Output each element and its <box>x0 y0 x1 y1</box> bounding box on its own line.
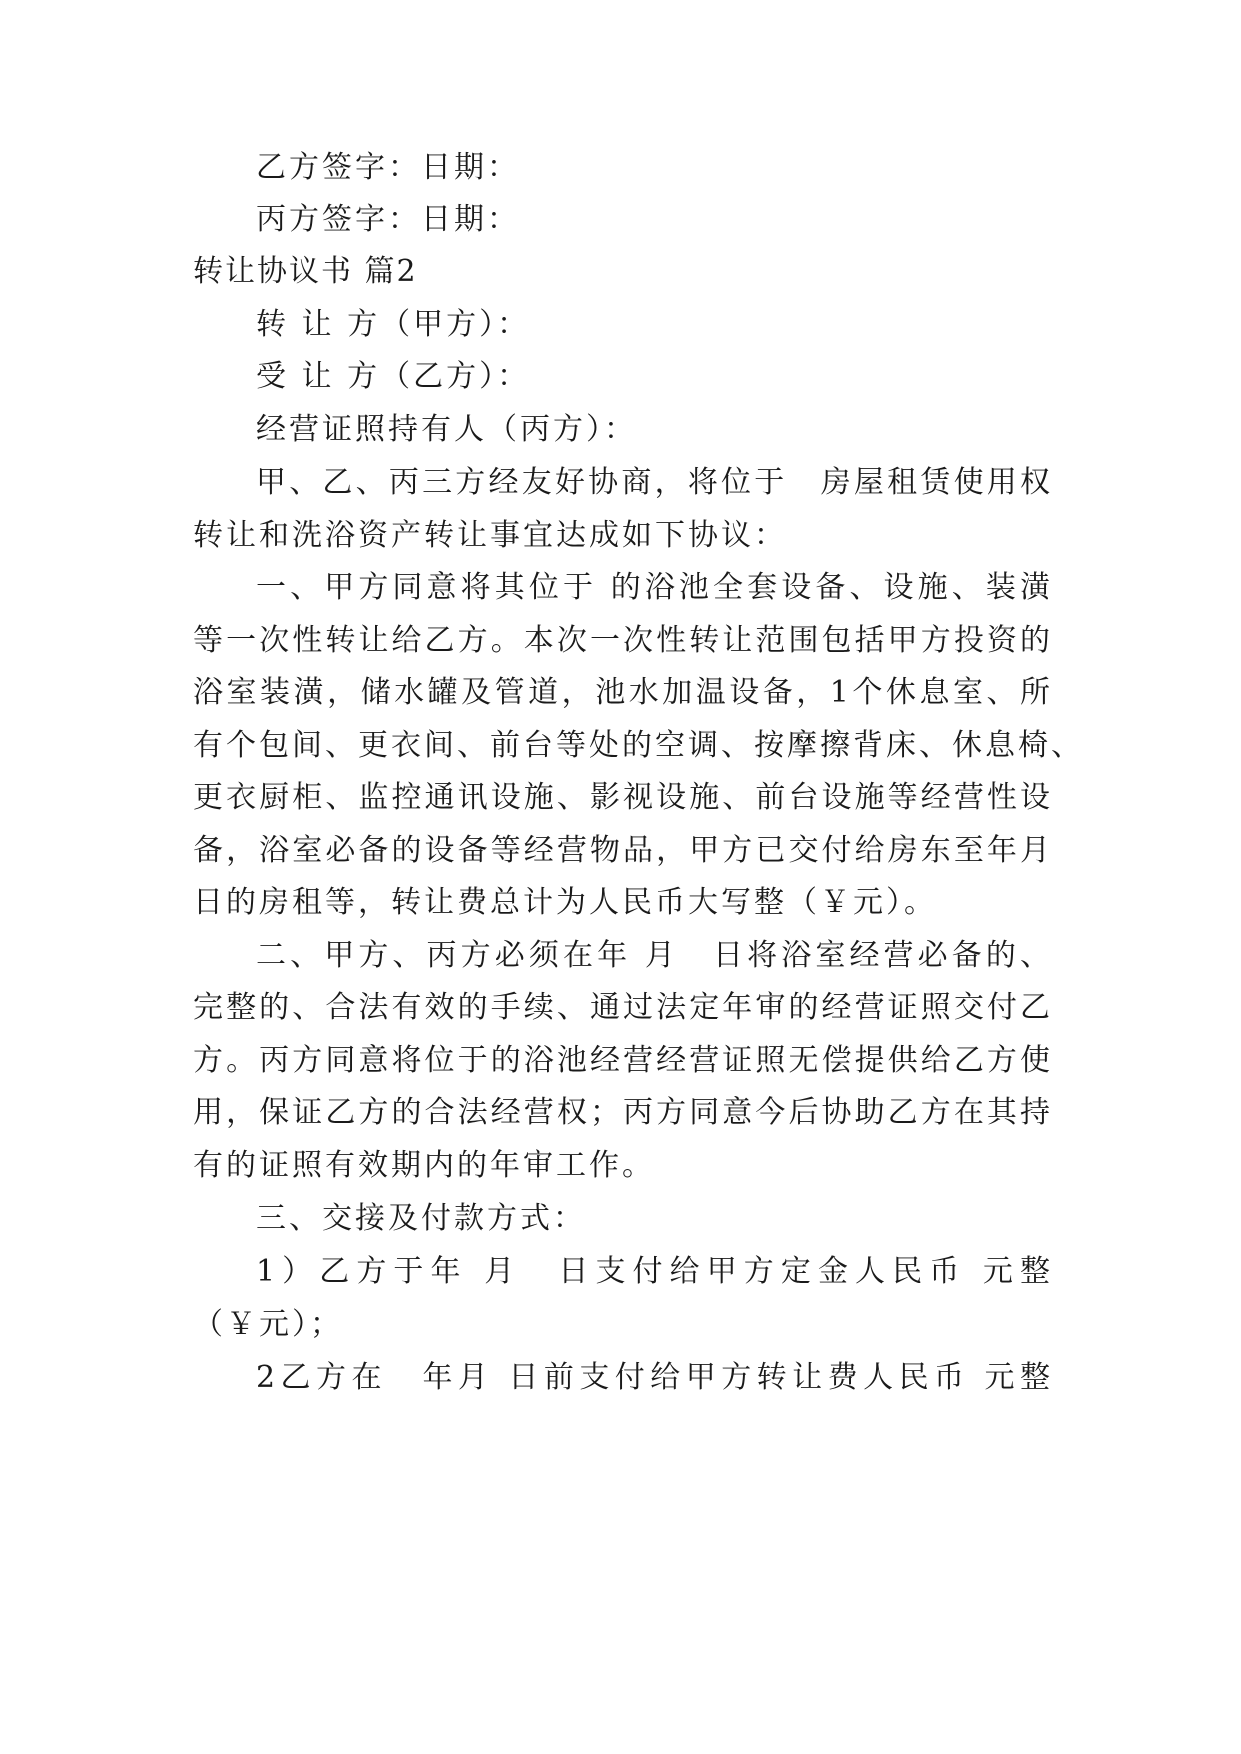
payment-item-line: 2乙方在 年月 日前支付给甲方转让费人民币 元整 <box>256 1360 1053 1395</box>
paragraph-line: 日的房租等，转让费总计为人民币大写整（￥元）。 <box>193 885 937 920</box>
paragraph-line: 等一次性转让给乙方。本次一次性转让范围包括甲方投资的 <box>193 623 1053 658</box>
paragraph-line: 用，保证乙方的合法经营权；丙方同意今后协助乙方在其持 <box>193 1095 1053 1130</box>
payment-item-line: （￥元）； <box>193 1307 343 1342</box>
paragraph-line: 更衣厨柜、监控通讯设施、影视设施、前台设施等经营性设 <box>193 780 1053 815</box>
paragraph-line: 二、甲方、丙方必须在年 月 日将浴室经营必备的、 <box>256 938 1053 973</box>
section-heading: 转让协议书 篇2 <box>193 254 418 289</box>
payment-item-line: 1）乙方于年 月 日支付给甲方定金人民币 元整 <box>256 1254 1053 1289</box>
paragraph-line: 有的证照有效期内的年审工作。 <box>193 1148 655 1183</box>
paragraph-line: 完整的、合法有效的手续、通过法定年审的经营证照交付乙 <box>193 990 1053 1025</box>
subsection-heading: 三、交接及付款方式： <box>256 1201 586 1236</box>
paragraph-line: 浴室装潢，储水罐及管道，池水加温设备，1个休息室、所 <box>193 675 1053 710</box>
paragraph-line: 转让和洗浴资产转让事宜达成如下协议： <box>193 518 787 553</box>
paragraph-line: 有个包间、更衣间、前台等处的空调、按摩擦背床、休息椅、 <box>193 728 1084 763</box>
transferor-line: 转 让 方（甲方）： <box>256 307 531 342</box>
paragraph-line: 方。丙方同意将位于的浴池经营经营证照无偿提供给乙方使 <box>193 1043 1053 1078</box>
transferee-line: 受 让 方（乙方）： <box>256 359 531 394</box>
license-holder-line: 经营证照持有人（丙方）： <box>256 412 637 447</box>
party-b-signature-line: 乙方签字：日期： <box>256 150 520 185</box>
paragraph-line: 一、甲方同意将其位于 的浴池全套设备、设施、装潢 <box>256 570 1053 605</box>
paragraph-line: 备，浴室必备的设备等经营物品，甲方已交付给房东至年月 <box>193 833 1053 868</box>
paragraph-line: 甲、乙、丙三方经友好协商，将位于 房屋租赁使用权 <box>256 465 1053 500</box>
party-c-signature-line: 丙方签字：日期： <box>256 202 520 237</box>
